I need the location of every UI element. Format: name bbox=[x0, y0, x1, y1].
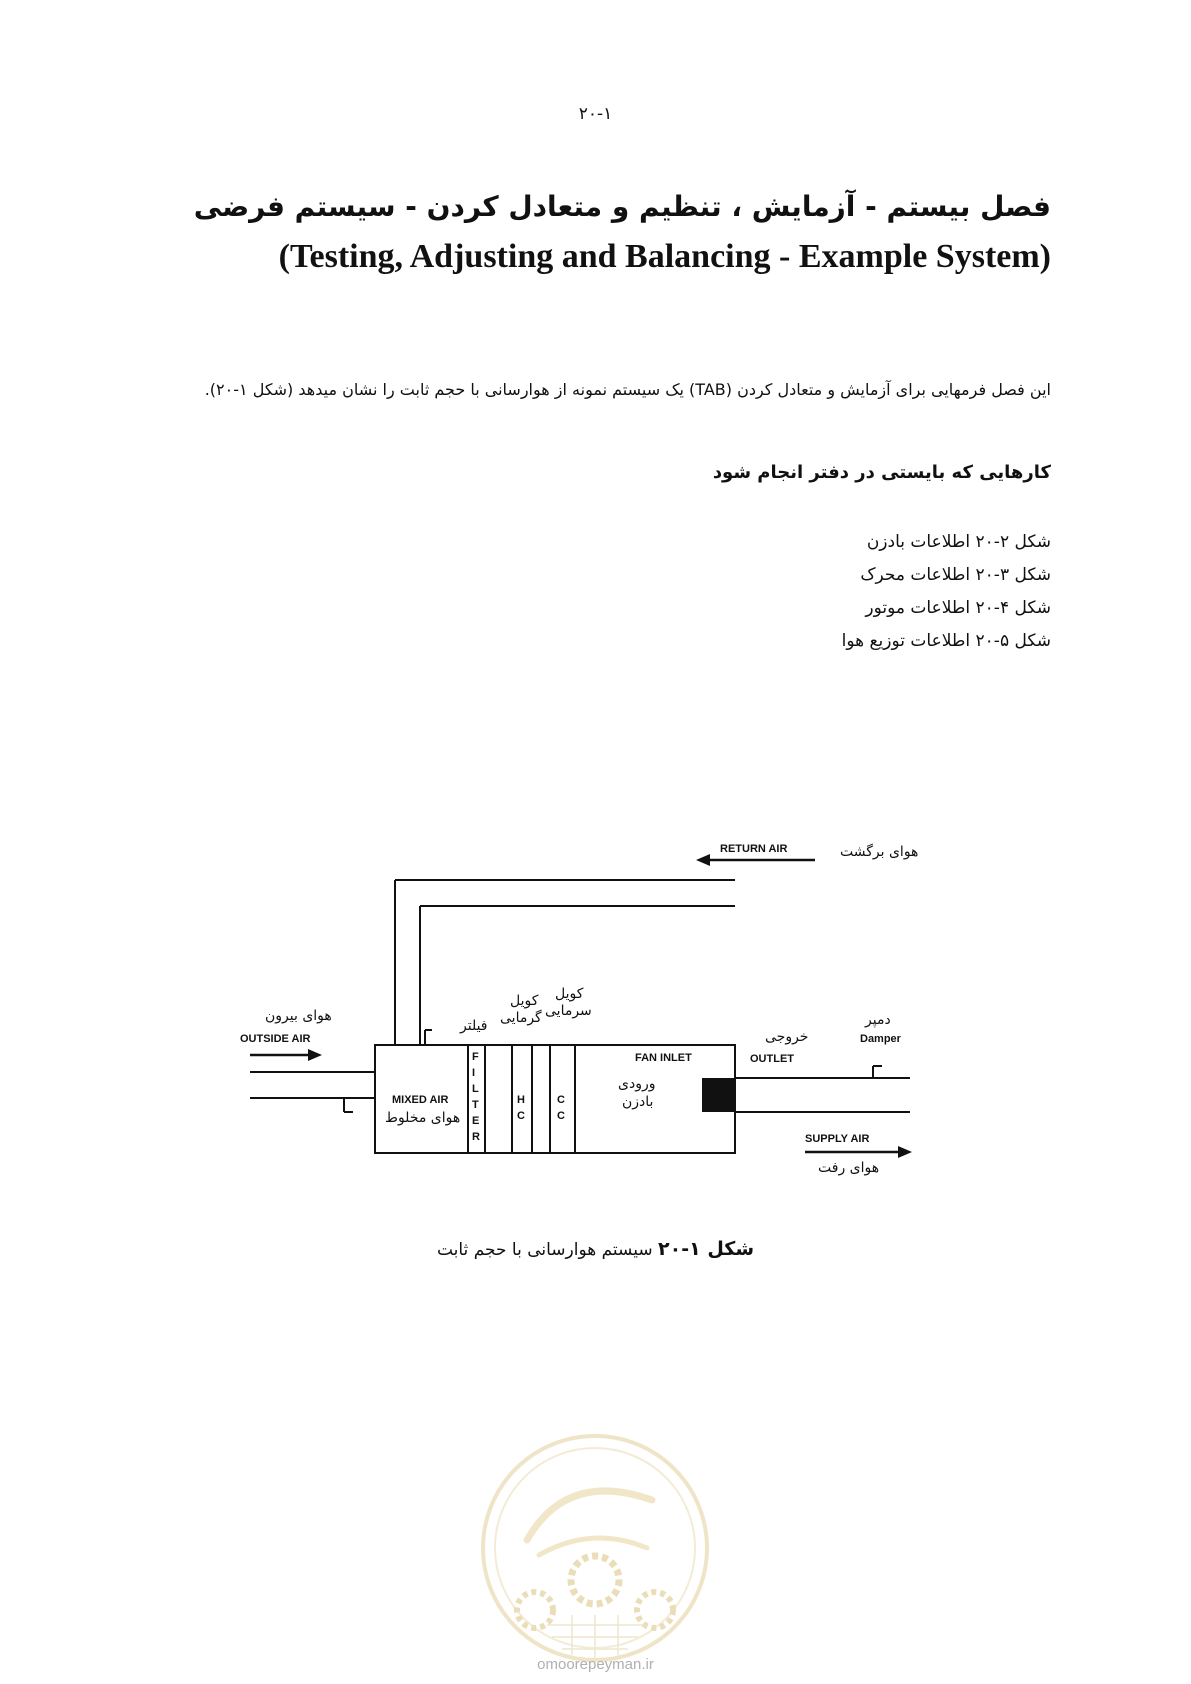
list-item: شکل ۴-۲۰ اطلاعات موتور bbox=[865, 598, 1051, 618]
figure-caption bbox=[0, 1238, 1191, 1260]
watermark-url: omoorepeyman.ir bbox=[537, 1656, 654, 1673]
outside-air-damper bbox=[344, 1098, 353, 1112]
air-handling-diagram bbox=[220, 800, 940, 1180]
list-item: شکل ۳-۲۰ اطلاعات محرک bbox=[860, 565, 1051, 585]
fan-block bbox=[702, 1078, 735, 1112]
heating-coil-label-persian: کویل bbox=[510, 993, 539, 1009]
chapter-title-english: (Testing, Adjusting and Balancing - Example System) bbox=[278, 238, 1051, 275]
outside-air-label-persian: هوای بیرون bbox=[265, 1008, 332, 1024]
list-item: شکل ۲-۲۰ اطلاعات بادزن bbox=[866, 532, 1051, 552]
outlet-label-persian: خروجی bbox=[765, 1029, 809, 1045]
filter-letter: T bbox=[472, 1099, 479, 1111]
outside-air-arrow bbox=[250, 1049, 322, 1061]
filter-letter: R bbox=[472, 1131, 480, 1143]
office-tasks-heading: کارهایی که بایستی در دفتر انجام شود bbox=[712, 462, 1051, 483]
chapter-title-persian: فصل بیستم - آزمایش ، تنظیم و متعادل کردن - سیستم فرضی bbox=[193, 190, 1051, 223]
cooling-coil-label-persian: سرمایی bbox=[545, 1003, 592, 1019]
outlet-label: OUTLET bbox=[750, 1053, 794, 1065]
page-number: ۲۰-۱ bbox=[578, 104, 613, 124]
return-air-duct bbox=[395, 880, 735, 1045]
outside-air-duct bbox=[250, 1072, 375, 1098]
watermark-logo bbox=[477, 1430, 713, 1666]
figure-number: شکل ۱-۲۰ bbox=[658, 1238, 755, 1260]
outside-air-label: OUTSIDE AIR bbox=[240, 1033, 311, 1045]
damper-label-persian: دمپر bbox=[865, 1012, 891, 1028]
heating-coil-label-persian: گرمایی bbox=[500, 1010, 542, 1026]
heating-coil-letter: C bbox=[517, 1110, 525, 1122]
intro-paragraph: این فصل فرمهایی برای آزمایش و متعادل کردن (TAB) یک سیستم نمونه از هوارسانی با حجم ثابت را نشان میدهد (شکل ۱-۲۰). bbox=[204, 380, 1051, 399]
list-item: شکل ۵-۲۰ اطلاعات توزیع هوا bbox=[841, 631, 1051, 651]
cooling-coil-letter: C bbox=[557, 1110, 565, 1122]
fan-inlet-label-persian: بادزن bbox=[622, 1094, 654, 1110]
mixed-air-label-persian: هوای مخلوط bbox=[385, 1110, 461, 1126]
supply-air-duct bbox=[735, 1078, 910, 1112]
figure-caption-text: سیستم هوارسانی با حجم ثابت bbox=[436, 1240, 653, 1260]
cooling-coil-label-persian: کویل bbox=[555, 986, 584, 1002]
return-air-damper bbox=[425, 1030, 432, 1045]
filter-label-persian: فیلتر bbox=[460, 1018, 488, 1034]
filter-letter: F bbox=[472, 1051, 479, 1063]
filter-letters bbox=[472, 1051, 480, 1143]
filter-letter: I bbox=[472, 1067, 476, 1079]
mixed-air-label: MIXED AIR bbox=[392, 1094, 449, 1106]
fan-inlet-label: FAN INLET bbox=[635, 1052, 692, 1064]
damper-label: Damper bbox=[860, 1033, 901, 1045]
heating-coil-letter: H bbox=[517, 1094, 525, 1106]
fan-inlet-label-persian: ورودی bbox=[618, 1076, 656, 1092]
office-tasks-list bbox=[842, 526, 1051, 658]
filter-letter: L bbox=[472, 1083, 479, 1095]
return-air-label-persian: هوای برگشت bbox=[840, 844, 919, 860]
return-air-label: RETURN AIR bbox=[720, 843, 788, 855]
supply-air-label-persian: هوای رفت bbox=[818, 1160, 880, 1176]
supply-air-arrow bbox=[805, 1146, 912, 1158]
supply-air-label: SUPPLY AIR bbox=[805, 1133, 870, 1145]
cooling-coil-letter: C bbox=[557, 1094, 565, 1106]
supply-damper bbox=[873, 1066, 882, 1078]
return-air-arrow bbox=[696, 854, 815, 866]
filter-letter: E bbox=[472, 1115, 480, 1127]
